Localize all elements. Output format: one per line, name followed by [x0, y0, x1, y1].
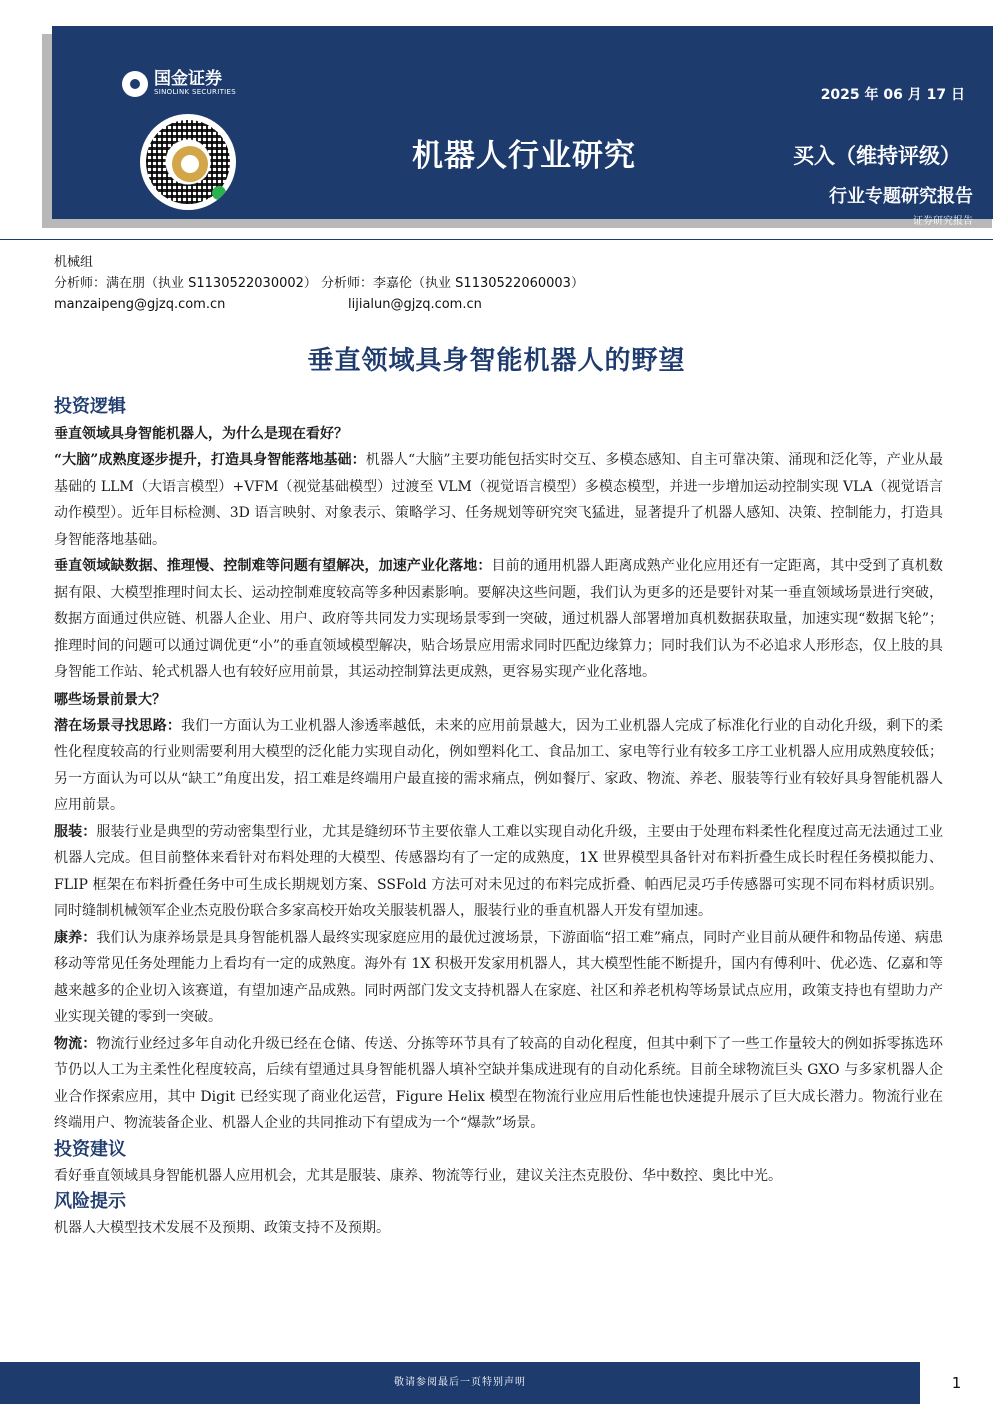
- report-date: 2025 年 06 月 17 日: [820, 87, 965, 103]
- mini-program-icon: [212, 186, 226, 200]
- paragraph-text: 我们认为康养场景是具身智能机器人最终实现家庭应用的最优过渡场景，下游面临“招工难”痛点，同时产业目前从硬件和物品传递、病患移动等常见任务处理能力上看均有一定的成熟度。海外有 1X 积极开发家用机器人，其大模型性能不断提升，国内有傅利叶、优必选、亿嘉和等越来越多的企业切入该赛道，有望加速产品成熟。同时两部门发文支持机器人在家庭、社区和养老机构等场景试点应用，政策支持也有望助力产业实现关键的零到一突破。: [54, 929, 944, 1025]
- paragraph-advice: 看好垂直领域具身智能机器人应用机会，尤其是服装、康养、物流等行业，建议关注杰克股份、华中数控、奥比中光。: [54, 1167, 782, 1184]
- paragraph-lead: 康养：: [54, 929, 97, 946]
- report-subtype: 证券研究报告: [913, 216, 973, 227]
- paragraph-text: 物流行业经过多年自动化升级已经在仓储、传送、分拣等环节具有了较高的自动化程度，但其中剩下了一些工作量较大的例如拆零拣选环节仍以人工为主柔性化程度较高，后续有望通过具身智能机器人填补空缺并集成进现有的自动化系统。目前全球物流巨头 GXO 与多家机器人企业合作探索应用，其中 Digit 已经实现了商业化运营，Figure Helix 模型在物流行业应用后性能也快速提升展示了巨大成长潜力。物流行业在终端用户、物流装备企业、机器人企业的共同推动下有望成为一个“爆款”场景。: [54, 1035, 944, 1131]
- paragraph-elderly-care: [54, 925, 943, 1031]
- paragraph-text: 机器人“大脑”主要功能包括实时交互、多模态感知、自主可靠决策、涌现和泛化等，产业从最基础的 LLM（大语言模型）+VFM（视觉基础模型）过渡至 VLM（视觉语言模型）多模态模型，并进一步增加运动控制实现 VLA（视觉语言动作模型）。近年目标检测、3D 语言映射、对象表示、策略学习、任务规划等研究突飞猛进，显著提升了机器人感知、决策、控制能力，打造具身智能落地基础。: [54, 452, 943, 548]
- brand-name-en: SINOLINK SECURITIES: [154, 88, 236, 96]
- header-banner: [52, 26, 993, 227]
- paragraph-logistics: [54, 1031, 943, 1137]
- paragraph-lead: 潜在场景寻找思路：: [54, 717, 182, 734]
- paragraph-apparel: [54, 819, 943, 925]
- header-divider: [0, 239, 993, 240]
- paragraph-lead: “大脑”成熟度逐步提升，打造具身智能落地基础：: [54, 452, 366, 468]
- question-which-scenarios: 哪些场景前景大？: [54, 691, 166, 708]
- report-series-title: 机器人行业研究: [412, 138, 636, 174]
- qr-center-icon: [181, 155, 199, 173]
- section-heading-logic: 投资逻辑: [54, 396, 126, 417]
- paragraph-text: 服装行业是典型的劳动密集型行业，尤其是缝纫环节主要依靠人工难以实现自动化升级，主要由于处理布料柔性化程度过高无法通过工业机器人完成。但目前整体来看针对布料处理的大模型、传感器均有了一定的成熟度，1X 世界模型具备针对布料折叠生成长时程任务模拟能力、FLIP 框架在布料折叠任务中可生成长期规划方案、SSFold 方法可对未见过的布料完成折叠、帕西尼灵巧手传感器可实现不同布料材质识别。同时缝制机械领军企业杰克股份联合多家高校开始攻关服装机器人，服装行业的垂直机器人开发有望加速。: [54, 823, 944, 919]
- paragraph-brain-maturity: [54, 447, 943, 553]
- analyst-email-1[interactable]: manzaipeng@gjzq.com.cn: [54, 297, 226, 312]
- paragraph-text: 我们一方面认为工业机器人渗透率越低，未来的应用前景越大，因为工业机器人完成了标准化行业的自动化升级，剩下的柔性化程度较高的行业则需要利用大模型的泛化能力实现自动化，例如塑料化工、食品加工、家电等行业有较多工序工业机器人应用成熟度较低；另一方面认为可以从“缺工”角度出发，招工难是终端用户最直接的需求痛点，例如餐厅、家政、物流、养老、服装等行业有较好具身智能机器人应用前景。: [54, 717, 943, 813]
- brand-name-cn: 国金证券: [154, 69, 222, 89]
- paragraph-text: 目前的通用机器人距离成熟产业化应用还有一定距离，其中受到了真机数据有限、大模型推理时间太长、运动控制难度较高等多种因素影响。要解决这些问题，我们认为更多的还是要针对某一垂直领域场景进行突破，数据方面通过供应链、机器人企业、用户、政府等共同发力实现场景零到一突破，通过机器人部署增加真机数据获取量，加速实现“数据飞轮”；推理时间的问题可以通过调优更“小”的垂直领域模型解决，贴合场景应用需求同时匹配边缘算力；同时我们认为不必追求人形形态，仅上肢的具身智能工作站、轮式机器人也有较好应用前景，其运动控制算法更成熟，更容易实现产业化落地。: [54, 558, 943, 680]
- mini-program-qr-code: [140, 114, 236, 210]
- author-block: [54, 252, 584, 315]
- qr-center-logo: [170, 144, 210, 184]
- analyst-email-2[interactable]: lijialun@gjzq.com.cn: [348, 297, 482, 312]
- paragraph-lead: 垂直领域缺数据、推理慢、控制难等问题有望解决，加速产业化落地：: [54, 558, 492, 574]
- section-heading-risk: 风险提示: [54, 1191, 126, 1212]
- paragraph-risk: 机器人大模型技术发展不及预期、政策支持不及预期。: [54, 1220, 390, 1236]
- paragraph-lead: 服装：: [54, 823, 97, 840]
- report-body: [54, 394, 943, 1242]
- rating-label: 买入（维持评级）: [793, 144, 961, 168]
- question-why-now: 垂直领域具身智能机器人，为什么是现在看好？: [54, 426, 348, 442]
- section-heading-advice: 投资建议: [54, 1138, 126, 1160]
- brand-logo: [122, 70, 236, 97]
- report-type: 行业专题研究报告: [829, 186, 973, 207]
- document-title: 垂直领域具身智能机器人的野望: [307, 346, 686, 376]
- analyst-group: 机械组: [54, 255, 94, 270]
- page-number: 1: [951, 1374, 962, 1392]
- analyst-names: 分析师：满在朋（执业 S1130522030002） 分析师：李嘉伦（执业 S1130522060003）: [54, 276, 584, 291]
- paragraph-lead: 物流：: [54, 1035, 97, 1052]
- paragraph-scenario-ideas: [54, 713, 943, 819]
- brand-logo-icon: [122, 71, 148, 97]
- paragraph-vertical-issues: [54, 553, 943, 686]
- footer-disclaimer-note: 敬请参阅最后一页特别声明: [394, 1377, 526, 1388]
